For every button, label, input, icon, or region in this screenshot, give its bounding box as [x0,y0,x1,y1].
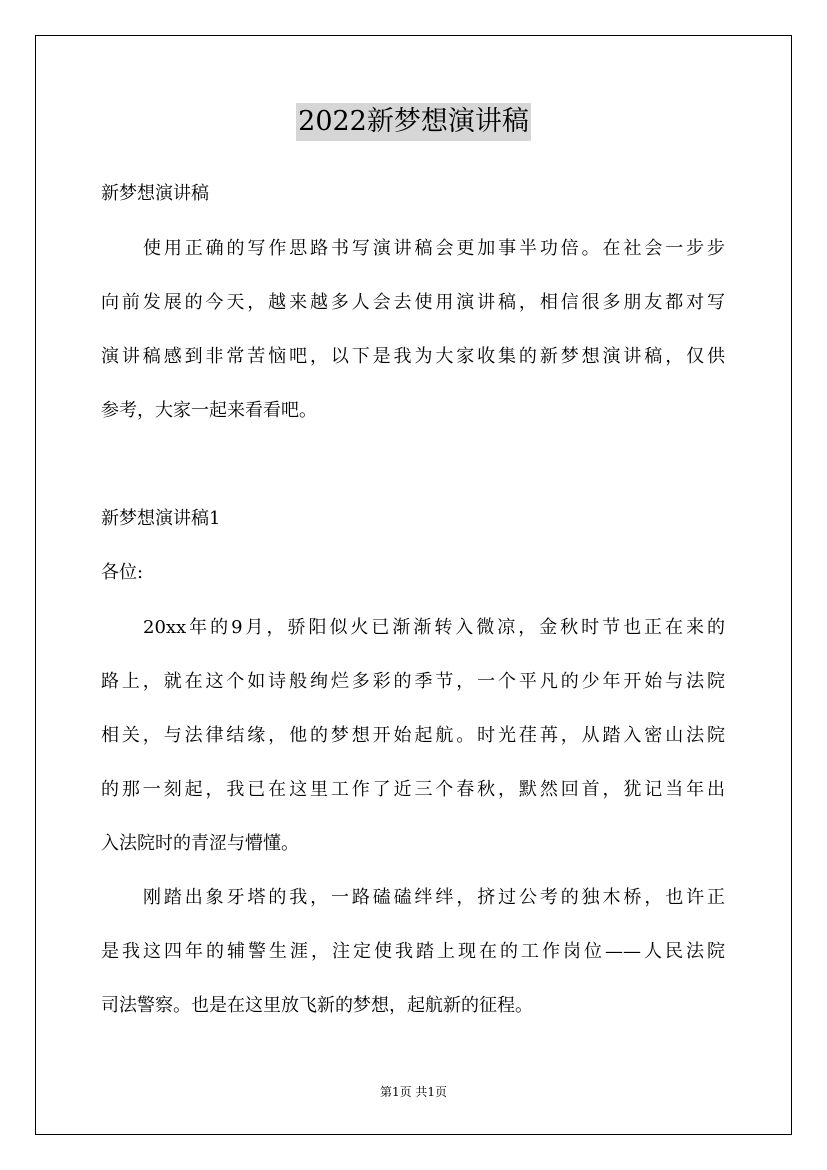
intro-line-1: 使用正确的写作思路书写演讲稿会更加事半功倍。在社会一步步 [143,238,725,259]
greeting: 各位: [101,562,144,583]
paragraph1-line-3: 相关，与法律结缘，他的梦想开始起航。时光荏苒，从踏入密山法院 [101,725,725,746]
title-wrap [0,103,827,141]
intro-line-3: 演讲稿感到非常苦恼吧，以下是我为大家收集的新梦想演讲稿，仅供 [101,346,725,367]
paragraph1-line-1: 20xx年的9月，骄阳似火已渐渐转入微凉，金秋时节也正在来的 [143,617,725,638]
paragraph2-line-2: 是我这四年的辅警生涯，注定使我踏上现在的工作岗位——人民法院 [101,941,725,962]
paragraph2-line-1: 刚踏出象牙塔的我，一路磕磕绊绊，挤过公考的独木桥，也许正 [143,887,725,908]
paragraph1-line-2: 路上，就在这个如诗般绚烂多彩的季节，一个平凡的少年开始与法院 [101,671,725,692]
document-title: 2022新梦想演讲稿 [296,103,531,141]
paragraph1-line-4: 的那一刻起，我已在这里工作了近三个春秋，默然回首，犹记当年出 [101,779,725,800]
paragraph2-line-3: 司法警察。也是在这里放飞新的梦想，起航新的征程。 [101,995,533,1016]
document-subtitle: 新梦想演讲稿 [101,183,209,204]
paragraph1-line-5: 入法院时的青涩与懵懂。 [101,833,299,854]
section-heading: 新梦想演讲稿1 [101,508,221,529]
intro-line-4: 参考，大家一起来看看吧。 [101,400,317,421]
intro-line-2: 向前发展的今天，越来越多人会去使用演讲稿，相信很多朋友都对写 [101,292,725,313]
page-footer: 第1页 共1页 [379,1085,448,1099]
